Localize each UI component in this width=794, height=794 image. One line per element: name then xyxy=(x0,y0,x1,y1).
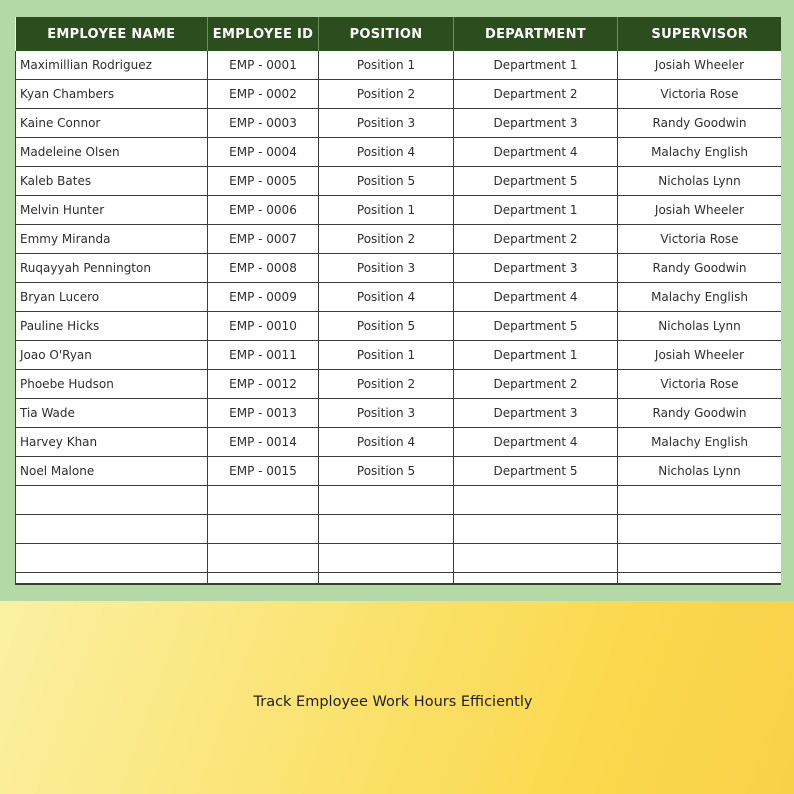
employee-name-cell[interactable]: Madeleine Olsen xyxy=(16,138,208,167)
employee-name-cell[interactable] xyxy=(16,486,208,515)
employee-id-cell[interactable]: EMP - 0007 xyxy=(208,225,319,254)
department-cell[interactable]: Department 5 xyxy=(454,457,618,486)
position-cell[interactable]: Position 4 xyxy=(319,138,454,167)
supervisor-cell[interactable]: Randy Goodwin xyxy=(618,254,782,283)
employee-id-cell[interactable] xyxy=(208,544,319,573)
employee-name-cell[interactable]: Joao O'Ryan xyxy=(16,341,208,370)
position-cell[interactable]: Position 3 xyxy=(319,109,454,138)
employee-id-cell[interactable]: EMP - 0011 xyxy=(208,341,319,370)
employee-id-cell[interactable] xyxy=(208,515,319,544)
table-row xyxy=(16,573,782,586)
employee-name-cell[interactable]: Kaleb Bates xyxy=(16,167,208,196)
department-cell[interactable] xyxy=(454,515,618,544)
department-cell[interactable]: Department 4 xyxy=(454,428,618,457)
supervisor-cell[interactable]: Josiah Wheeler xyxy=(618,51,782,80)
header-employee-id[interactable]: EMPLOYEE ID xyxy=(208,17,319,51)
position-cell[interactable]: Position 3 xyxy=(319,399,454,428)
employee-id-cell[interactable]: EMP - 0015 xyxy=(208,457,319,486)
employee-id-cell[interactable]: EMP - 0006 xyxy=(208,196,319,225)
department-cell[interactable]: Department 1 xyxy=(454,341,618,370)
position-cell[interactable]: Position 1 xyxy=(319,196,454,225)
header-position[interactable]: POSITION xyxy=(319,17,454,51)
department-cell[interactable]: Department 4 xyxy=(454,138,618,167)
table-row xyxy=(16,457,782,486)
supervisor-cell[interactable]: Josiah Wheeler xyxy=(618,196,782,225)
employee-id-cell[interactable] xyxy=(208,486,319,515)
header-department[interactable]: DEPARTMENT xyxy=(454,17,618,51)
employee-id-cell[interactable]: EMP - 0010 xyxy=(208,312,319,341)
employee-name-cell[interactable]: Ruqayyah Pennington xyxy=(16,254,208,283)
employee-name-cell[interactable]: Kaine Connor xyxy=(16,109,208,138)
supervisor-cell[interactable]: Randy Goodwin xyxy=(618,399,782,428)
position-cell[interactable]: Position 2 xyxy=(319,80,454,109)
table-row xyxy=(16,225,782,254)
employee-id-cell[interactable]: EMP - 0012 xyxy=(208,370,319,399)
employee-id-cell[interactable]: EMP - 0003 xyxy=(208,109,319,138)
header-row xyxy=(16,17,782,51)
supervisor-cell[interactable]: Victoria Rose xyxy=(618,225,782,254)
position-cell[interactable] xyxy=(319,544,454,573)
position-cell[interactable]: Position 3 xyxy=(319,254,454,283)
employee-name-cell[interactable]: Maximillian Rodriguez xyxy=(16,51,208,80)
table-row xyxy=(16,428,782,457)
department-cell[interactable]: Department 3 xyxy=(454,254,618,283)
employee-id-cell[interactable]: EMP - 0004 xyxy=(208,138,319,167)
employee-table xyxy=(15,17,781,585)
supervisor-cell[interactable]: Josiah Wheeler xyxy=(618,341,782,370)
supervisor-cell[interactable]: Nicholas Lynn xyxy=(618,457,782,486)
employee-sheet xyxy=(15,17,781,585)
employee-id-cell[interactable]: EMP - 0002 xyxy=(208,80,319,109)
department-cell[interactable]: Department 3 xyxy=(454,109,618,138)
table-row xyxy=(16,80,782,109)
supervisor-cell[interactable]: Nicholas Lynn xyxy=(618,312,782,341)
header-supervisor[interactable]: SUPERVISOR xyxy=(618,17,782,51)
table-row xyxy=(16,196,782,225)
table-row xyxy=(16,399,782,428)
position-cell[interactable]: Position 1 xyxy=(319,51,454,80)
employee-name-cell[interactable]: Melvin Hunter xyxy=(16,196,208,225)
department-cell[interactable]: Department 1 xyxy=(454,51,618,80)
position-cell[interactable] xyxy=(319,573,454,586)
supervisor-cell[interactable] xyxy=(618,486,782,515)
supervisor-cell[interactable]: Victoria Rose xyxy=(618,370,782,399)
supervisor-cell[interactable]: Victoria Rose xyxy=(618,80,782,109)
employee-id-cell[interactable]: EMP - 0014 xyxy=(208,428,319,457)
department-cell[interactable]: Department 2 xyxy=(454,225,618,254)
position-cell[interactable]: Position 5 xyxy=(319,167,454,196)
employee-id-cell[interactable]: EMP - 0005 xyxy=(208,167,319,196)
department-cell[interactable]: Department 2 xyxy=(454,80,618,109)
department-cell[interactable] xyxy=(454,544,618,573)
employee-id-cell[interactable] xyxy=(208,573,319,586)
position-cell[interactable]: Position 4 xyxy=(319,428,454,457)
position-cell[interactable] xyxy=(319,486,454,515)
employee-id-cell[interactable]: EMP - 0001 xyxy=(208,51,319,80)
supervisor-cell[interactable]: Malachy English xyxy=(618,428,782,457)
department-cell[interactable]: Department 4 xyxy=(454,283,618,312)
position-cell[interactable]: Position 5 xyxy=(319,457,454,486)
employee-id-cell[interactable]: EMP - 0008 xyxy=(208,254,319,283)
caption-text: Track Employee Work Hours Efficiently xyxy=(253,694,533,710)
position-cell[interactable]: Position 4 xyxy=(319,283,454,312)
supervisor-cell[interactable] xyxy=(618,544,782,573)
table-row xyxy=(16,109,782,138)
department-cell[interactable]: Department 3 xyxy=(454,399,618,428)
employee-name-cell[interactable] xyxy=(16,544,208,573)
department-cell[interactable]: Department 1 xyxy=(454,196,618,225)
table-row xyxy=(16,167,782,196)
table-row xyxy=(16,283,782,312)
table-row xyxy=(16,341,782,370)
employee-name-cell[interactable]: Emmy Miranda xyxy=(16,225,208,254)
department-cell[interactable]: Department 5 xyxy=(454,167,618,196)
employee-name-cell[interactable] xyxy=(16,515,208,544)
supervisor-cell[interactable]: Malachy English xyxy=(618,283,782,312)
header-employee-name[interactable]: EMPLOYEE NAME xyxy=(16,17,208,51)
department-cell[interactable]: Department 2 xyxy=(454,370,618,399)
supervisor-cell[interactable]: Nicholas Lynn xyxy=(618,167,782,196)
department-cell[interactable] xyxy=(454,573,618,586)
department-cell[interactable] xyxy=(454,486,618,515)
table-row xyxy=(16,486,782,515)
table-row xyxy=(16,138,782,167)
position-cell[interactable]: Position 2 xyxy=(319,370,454,399)
position-cell[interactable]: Position 5 xyxy=(319,312,454,341)
position-cell[interactable] xyxy=(319,515,454,544)
employee-name-cell[interactable]: Noel Malone xyxy=(16,457,208,486)
employee-name-cell[interactable]: Phoebe Hudson xyxy=(16,370,208,399)
supervisor-cell[interactable] xyxy=(618,515,782,544)
table-body xyxy=(16,51,782,585)
employee-id-cell[interactable]: EMP - 0013 xyxy=(208,399,319,428)
table-row xyxy=(16,51,782,80)
employee-name-cell[interactable]: Pauline Hicks xyxy=(16,312,208,341)
position-cell[interactable]: Position 1 xyxy=(319,341,454,370)
employee-name-cell[interactable]: Harvey Khan xyxy=(16,428,208,457)
table-row xyxy=(16,515,782,544)
table-row xyxy=(16,370,782,399)
table-row xyxy=(16,544,782,573)
employee-id-cell[interactable]: EMP - 0009 xyxy=(208,283,319,312)
table-row xyxy=(16,254,782,283)
employee-name-cell[interactable]: Kyan Chambers xyxy=(16,80,208,109)
position-cell[interactable]: Position 2 xyxy=(319,225,454,254)
supervisor-cell[interactable] xyxy=(618,573,782,586)
employee-name-cell[interactable]: Bryan Lucero xyxy=(16,283,208,312)
employee-name-cell[interactable] xyxy=(16,573,208,586)
supervisor-cell[interactable]: Randy Goodwin xyxy=(618,109,782,138)
department-cell[interactable]: Department 5 xyxy=(454,312,618,341)
table-row xyxy=(16,312,782,341)
supervisor-cell[interactable]: Malachy English xyxy=(618,138,782,167)
employee-name-cell[interactable]: Tia Wade xyxy=(16,399,208,428)
